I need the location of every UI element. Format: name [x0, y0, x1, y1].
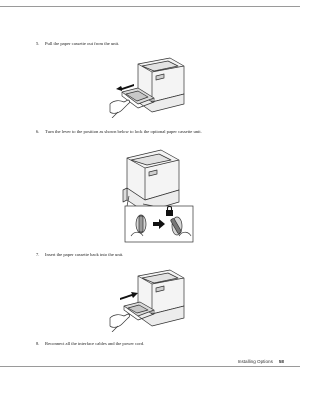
- lock-lever-illustration: [113, 144, 199, 244]
- step-text: Turn the lever to the position as shown below to lock the optional paper cassette unit.: [45, 129, 202, 134]
- header-rule: [0, 6, 300, 7]
- push-arrow-icon: [120, 292, 138, 300]
- step-7: [36, 252, 123, 258]
- step-number: 8.: [36, 341, 40, 346]
- step-8: [36, 341, 144, 347]
- footer-rule: [0, 366, 300, 367]
- step-text: Reconnect all the interface cables and the power cord.: [45, 341, 145, 346]
- step-5: [36, 41, 119, 47]
- pull-cassette-illustration: [108, 56, 192, 118]
- page-footer: [238, 359, 284, 364]
- page-number: 58: [278, 359, 284, 364]
- step-text: Pull the paper cassette out from the unit.: [45, 41, 120, 46]
- step-number: 7.: [36, 252, 40, 257]
- footer-section-title: Installing Options: [237, 359, 273, 364]
- step-text: Insert the paper cassette back into the unit.: [45, 252, 124, 257]
- step-number: 6.: [36, 129, 40, 134]
- step-6: [36, 129, 202, 135]
- step-number: 5.: [36, 41, 40, 46]
- insert-cassette-illustration: [108, 268, 192, 332]
